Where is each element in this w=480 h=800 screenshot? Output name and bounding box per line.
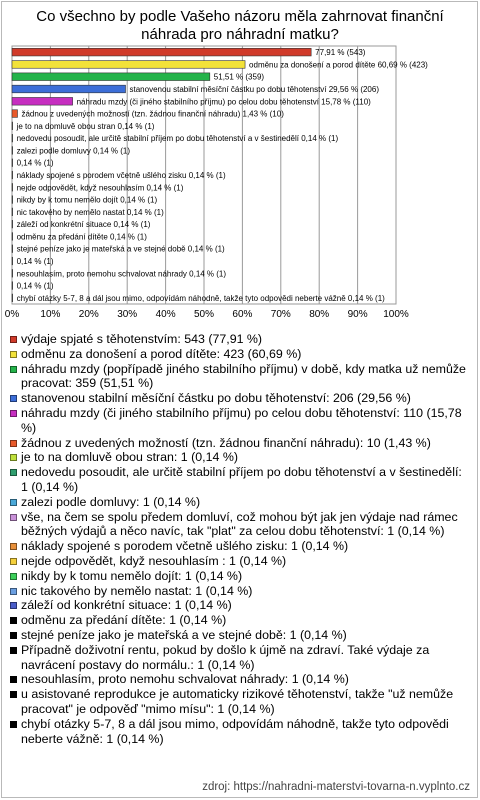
bar-label: nesouhlasím, proto nemohu schvalovat náhrady 0,14 % (1) xyxy=(16,269,227,279)
legend-label: výdaje spjaté s těhotenstvím: 543 (77,91 %) xyxy=(21,332,263,346)
legend-item xyxy=(10,584,472,599)
legend-label: odměnu za předání dítěte: 1 (0,14 %) xyxy=(21,613,227,628)
legend-swatch xyxy=(10,617,17,624)
bar-label: stejné peníze jako je mateřská a ve stejné době 0,14 % (1) xyxy=(16,244,225,254)
legend-swatch xyxy=(10,514,17,521)
legend-swatch xyxy=(10,395,17,402)
legend-item xyxy=(10,450,472,465)
chart-title: Co všechno by podle Vašeho názoru měla zahrnovat finanční náhrada pro náhradní matku? xyxy=(36,8,444,43)
bar xyxy=(12,220,13,228)
x-tick-label: 40% xyxy=(155,309,176,320)
legend-label: Případně doživotní rentu, pokud by došlo k újmě na zdraví. Také výdaje za navrácení postavy do normálu.: 1 (0,14 %) xyxy=(21,642,430,672)
bar xyxy=(12,171,13,179)
legend-item xyxy=(10,362,472,392)
bar xyxy=(12,110,17,118)
bar-label: 51,51 % (359) xyxy=(213,72,265,82)
chart-legend xyxy=(10,332,472,746)
bar-label: záleží od konkrétní situace 0,14 % (1) xyxy=(16,220,151,230)
bar-label: 0,14 % (1) xyxy=(16,158,54,168)
legend-label: nesouhlasím, proto nemohu schvalovat náhrady: 1 (0,14 %) xyxy=(21,672,349,687)
bar-label: 77,91 % (543) xyxy=(315,48,366,58)
legend-label: nikdy by k tomu nemělo dojít: 1 (0,14 %) xyxy=(21,568,243,583)
legend-item xyxy=(10,613,472,628)
bar-label: náhradu mzdy (či jiného stabilního příjmu) po celou dobu těhotenství 15,78 % (110) xyxy=(76,97,371,107)
bar-label: chybí otázky 5-7, 8 a dál jsou mimo, odpovídám náhodně, takže tyto odpovědi neberte vážně 0,14 % (1) xyxy=(16,293,385,303)
legend-label: záleží od konkrétní situace: 1 (0,14 %) xyxy=(21,598,232,613)
source-note: zdroj: https://nahradni-materstvi-tovarna-n.vyplnto.cz xyxy=(202,781,470,793)
legend-label: chybí otázky 5-7, 8 a dál jsou mimo, odpovídám náhodně, takže tyto odpovědi neberte vážně: 1 (0,14 %) xyxy=(21,716,449,746)
bar xyxy=(12,134,13,142)
legend-swatch xyxy=(10,676,17,683)
legend-label: nedovedu posoudit, ale určitě stabilní příjem po dobu těhotenství a v šestinedělí: 1 (0,14 %) xyxy=(21,465,462,494)
legend-item xyxy=(10,347,472,362)
legend-swatch xyxy=(10,691,17,698)
bar-label: nejde odpovědět, když nesouhlasím 0,14 % (1) xyxy=(16,183,184,193)
x-tick-label: 0% xyxy=(4,309,20,320)
bar xyxy=(12,122,13,130)
bar-label: nikdy by k tomu nemělo dojít 0,14 % (1) xyxy=(16,195,158,205)
bar xyxy=(12,282,13,290)
bar xyxy=(12,61,245,69)
bar-label: stanovenou stabilní měsíční částku po dobu těhotenství 29,56 % (206) xyxy=(129,85,380,94)
bar-label: 0,14 % (1) xyxy=(16,281,54,291)
bar xyxy=(12,257,13,265)
bar xyxy=(12,245,13,253)
legend-label: stanovenou stabilní měsíční částku po dobu těhotenství: 206 (29,56 %) xyxy=(21,391,411,406)
bar xyxy=(12,85,126,93)
legend-label: u asistované reprodukce je automaticky rizikové těhotenství, takže "už nemůže pracovat" je odpověď "mimo mísu": 1 (0,14 %) xyxy=(21,687,454,716)
legend-item xyxy=(10,391,472,406)
x-tick-label: 20% xyxy=(78,309,99,320)
legend-item xyxy=(10,717,472,747)
legend-item xyxy=(10,687,472,717)
legend-label: žádnou z uvedených možností (tzn. žádnou finanční náhradu): 10 (1,43 %) xyxy=(21,435,431,450)
bar xyxy=(12,183,13,191)
bar xyxy=(12,208,13,216)
x-tick-label: 90% xyxy=(347,309,368,320)
bar xyxy=(12,159,13,167)
legend-swatch xyxy=(10,543,17,550)
legend-item xyxy=(10,332,472,347)
bar-chart xyxy=(0,0,480,330)
bar-label: žádnou z uvedených možností (tzn. žádnou finanční náhradu) 1,43 % (10) xyxy=(21,109,284,119)
legend-swatch xyxy=(10,351,17,358)
x-tick-label: 10% xyxy=(40,309,61,320)
legend-label: náhradu mzdy (popřípadě jiného stabilního příjmu) v době, kdy matka už nemůže pracovat: 359 (51,51 %) xyxy=(21,361,466,391)
bar-label: odměnu za předání dítěte 0,14 % (1) xyxy=(16,232,147,242)
x-tick-label: 50% xyxy=(193,309,215,320)
bar-label: odměnu za donošení a porod dítěte 60,69 % (423) xyxy=(249,60,428,70)
bar-label: je to na domluvě obou stran 0,14 % (1) xyxy=(16,121,155,131)
bar xyxy=(12,147,13,155)
legend-label: zalezi podle domluvy: 1 (0,14 %) xyxy=(21,494,201,509)
legend-label: náklady spojené s porodem včetně ušlého zisku: 1 (0,14 %) xyxy=(21,539,349,554)
bar xyxy=(12,73,210,81)
bar xyxy=(12,196,13,204)
x-tick-label: 80% xyxy=(309,309,330,320)
legend-label: náhradu mzdy (či jiného stabilního příjmu) po celou dobu těhotenství: 110 (15,78 %) xyxy=(21,405,462,435)
bar xyxy=(12,294,13,302)
x-tick-label: 70% xyxy=(270,309,291,320)
bar-label: nedovedu posoudit, ale určitě stabilní příjem po dobu těhotenství a v šestinedělí 0,14 % (1) xyxy=(16,134,339,144)
bar xyxy=(12,97,73,105)
legend-item xyxy=(10,539,472,554)
legend-item xyxy=(10,510,472,540)
legend-swatch xyxy=(10,410,17,417)
legend-label: odměnu za donošení a porod dítěte: 423 (60,69 %) xyxy=(21,346,302,361)
legend-item xyxy=(10,569,472,584)
bar-label: zalezi podle domluvy 0,14 % (1) xyxy=(16,146,130,156)
bar-label: náklady spojené s porodem včetně ušlého zisku 0,14 % (1) xyxy=(16,171,226,180)
bar xyxy=(12,233,13,241)
legend-swatch xyxy=(10,454,17,461)
x-tick-label: 100% xyxy=(383,309,409,320)
legend-swatch xyxy=(10,721,17,728)
legend-label: vše, na čem se spolu předem domluví, což mohou být jak jen výdaje nad rámec běžných výdajů a něco navíc, tak "plat" za celou dobu těhotenství: 1 (0,14 %) xyxy=(21,509,458,539)
legend-swatch xyxy=(10,588,17,595)
legend-item xyxy=(10,436,472,451)
legend-swatch xyxy=(10,602,17,609)
legend-swatch xyxy=(10,558,17,565)
bar-label: 0,14 % (1) xyxy=(16,257,54,266)
bar xyxy=(12,269,13,277)
legend-swatch xyxy=(10,647,17,654)
legend-label: je to na domluvě obou stran: 1 (0,14 %) xyxy=(21,450,238,465)
legend-label: nejde odpovědět, když nesouhlasím : 1 (0,14 %) xyxy=(21,553,287,568)
legend-swatch xyxy=(10,366,17,373)
legend-item xyxy=(10,672,472,687)
legend-item xyxy=(10,406,472,436)
bar xyxy=(12,48,311,56)
x-tick-label: 30% xyxy=(117,309,138,320)
legend-item xyxy=(10,554,472,569)
legend-item xyxy=(10,465,472,495)
legend-item xyxy=(10,598,472,613)
legend-swatch xyxy=(10,632,17,639)
legend-swatch xyxy=(10,440,17,447)
x-tick-label: 60% xyxy=(232,309,253,320)
legend-label: stejné peníze jako je mateřská a ve stejné době: 1 (0,14 %) xyxy=(21,627,347,642)
bar-label: nic takového by nemělo nastat 0,14 % (1) xyxy=(16,207,164,217)
legend-swatch xyxy=(10,336,17,343)
legend-item xyxy=(10,628,472,643)
legend-item xyxy=(10,643,472,673)
legend-label: nic takového by nemělo nastat: 1 (0,14 %) xyxy=(21,583,253,598)
legend-swatch xyxy=(10,469,17,476)
legend-swatch xyxy=(10,499,17,506)
legend-swatch xyxy=(10,573,17,580)
legend-item xyxy=(10,495,472,510)
